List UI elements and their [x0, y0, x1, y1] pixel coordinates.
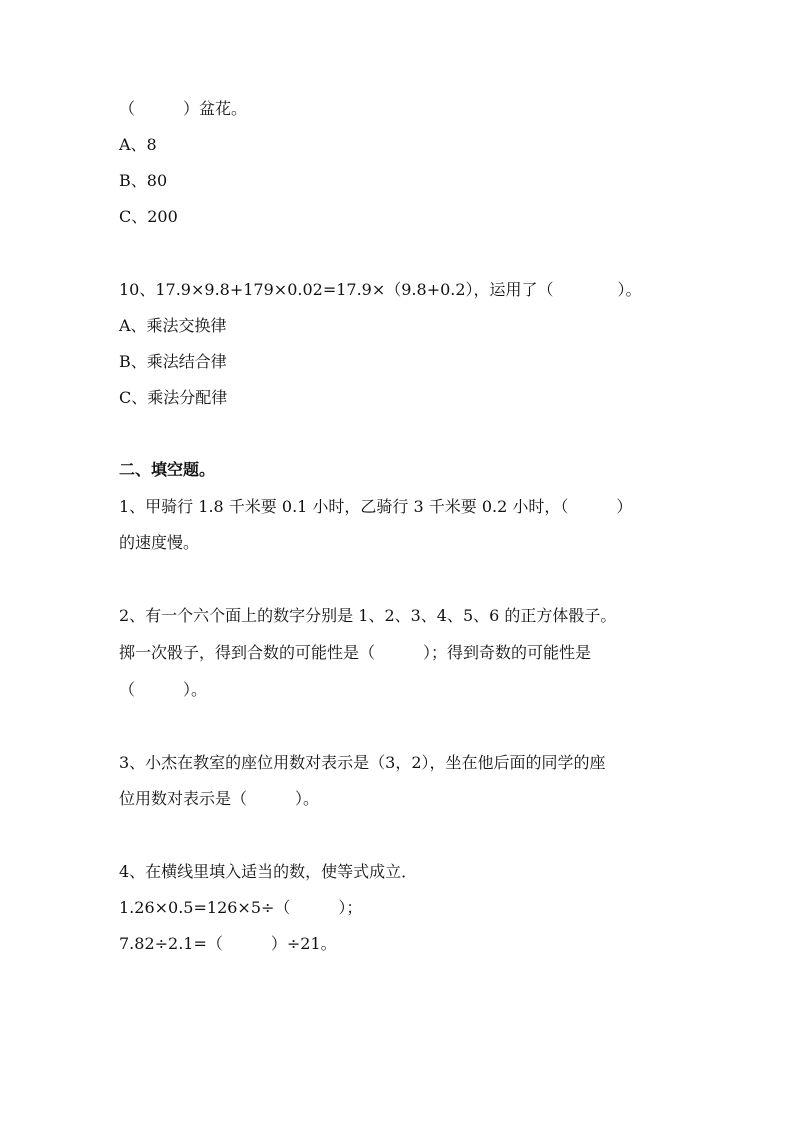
q10-option-b: B、乘法结合律	[119, 352, 227, 371]
fill-q1-line2: 的速度慢。	[119, 533, 200, 552]
fill-q3-line2: 位用数对表示是（ ）。	[119, 789, 320, 808]
fill-q2-line2: 掷一次骰子，得到合数的可能性是（ ）；得到奇数的可能性是	[119, 643, 592, 662]
fill-q3-line1: 3、小杰在教室的座位用数对表示是（3，2），坐在他后面的同学的座	[119, 753, 606, 772]
q10-option-a: A、乘法交换律	[119, 316, 227, 335]
fill-q4-line3: 7.82÷2.1=（ ）÷21。	[119, 934, 337, 953]
q10-option-c: C、乘法分配律	[119, 388, 228, 407]
q9-continuation: （ ）盆花。	[119, 99, 248, 118]
fill-q4-line2: 1.26×0.5=126×5÷（ ）；	[119, 898, 363, 917]
q10-stem: 10、17.9×9.8+179×0.02=17.9×（9.8+0.2），运用了（ ）。	[119, 280, 642, 299]
fill-q2-line1: 2、有一个六个面上的数字分别是 1、2、3、4、5、6 的正方体骰子。	[119, 606, 617, 625]
q9-option-b: B、80	[119, 171, 168, 190]
fill-q4-line1: 4、在横线里填入适当的数，使等式成立．	[119, 862, 418, 881]
q9-option-c: C、200	[119, 207, 178, 226]
fill-q1-line1: 1、甲骑行 1.8 千米要 0.1 小时，乙骑行 3 千米要 0.2 小时，（ ）	[119, 497, 633, 516]
q9-option-a: A、8	[119, 135, 157, 154]
fill-q2-line3: （ ）。	[119, 680, 208, 699]
section-heading: 二、填空题。	[119, 460, 216, 479]
